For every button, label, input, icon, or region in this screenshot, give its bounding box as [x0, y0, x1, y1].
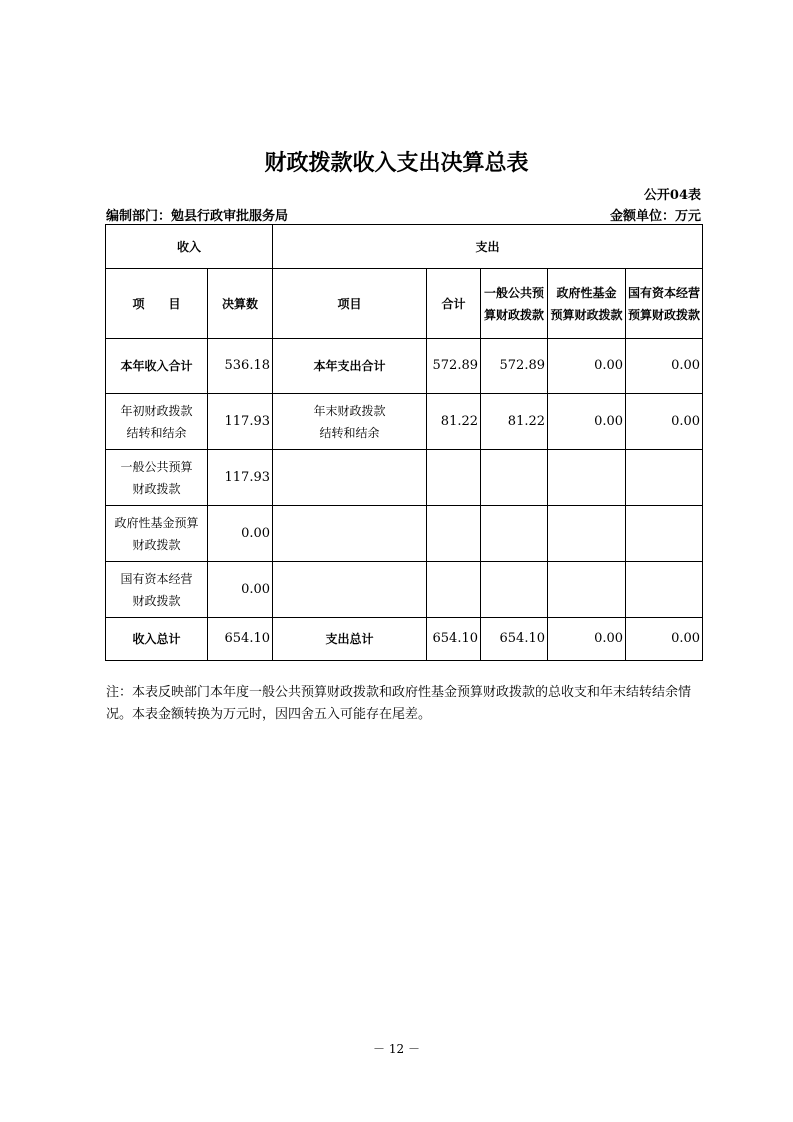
department: 编制部门：勉县行政审批服务局 — [106, 209, 289, 224]
expense-general — [481, 450, 548, 506]
income-value: 0.00 — [208, 562, 273, 618]
page-title: 财政拨款收入支出决算总表 — [264, 150, 529, 176]
page-number: － 12 － — [373, 1042, 420, 1056]
expense-state-capital — [626, 562, 703, 618]
expense-state-capital: 0.00 — [626, 618, 703, 661]
expense-total — [427, 450, 481, 506]
expense-general: 654.10 — [481, 618, 548, 661]
expense-gov-fund: 0.00 — [548, 394, 626, 450]
expense-general: 572.89 — [481, 339, 548, 394]
expense-state-capital — [626, 450, 703, 506]
expense-state-capital — [626, 506, 703, 562]
expense-general: 81.22 — [481, 394, 548, 450]
expense-item — [273, 506, 427, 562]
budget-table — [105, 224, 703, 661]
income-item: 年初财政拨款 结转和结余 — [106, 394, 208, 450]
expense-total — [427, 506, 481, 562]
income-item: 本年收入合计 — [106, 339, 208, 394]
table-row — [106, 506, 703, 562]
table-row — [106, 394, 703, 450]
table-row — [106, 618, 703, 661]
expense-item — [273, 450, 427, 506]
header-expense: 支出 — [273, 225, 703, 269]
expense-item: 支出总计 — [273, 618, 427, 661]
table-row — [106, 339, 703, 394]
income-value: 654.10 — [208, 618, 273, 661]
header-item: 项 目 — [106, 269, 208, 339]
expense-total: 81.22 — [427, 394, 481, 450]
expense-general — [481, 562, 548, 618]
amount-unit: 金额单位：万元 — [609, 209, 701, 224]
table-row — [106, 562, 703, 618]
expense-general — [481, 506, 548, 562]
header-income: 收入 — [106, 225, 273, 269]
header-state-capital: 国有资本经营 预算财政拨款 — [626, 269, 703, 339]
expense-item: 本年支出合计 — [273, 339, 427, 394]
expense-item — [273, 562, 427, 618]
expense-gov-fund — [548, 450, 626, 506]
expense-gov-fund — [548, 506, 626, 562]
header-exp-item: 项目 — [273, 269, 427, 339]
header-total: 合计 — [427, 269, 481, 339]
expense-state-capital: 0.00 — [626, 339, 703, 394]
expense-gov-fund: 0.00 — [548, 339, 626, 394]
expense-total: 572.89 — [427, 339, 481, 394]
expense-total: 654.10 — [427, 618, 481, 661]
income-value: 117.93 — [208, 450, 273, 506]
expense-total — [427, 562, 481, 618]
income-item: 政府性基金预算 财政拨款 — [106, 506, 208, 562]
table-row — [106, 450, 703, 506]
income-item: 收入总计 — [106, 618, 208, 661]
expense-gov-fund — [548, 562, 626, 618]
expense-state-capital: 0.00 — [626, 394, 703, 450]
income-value: 0.00 — [208, 506, 273, 562]
expense-gov-fund: 0.00 — [548, 618, 626, 661]
income-value: 536.18 — [208, 339, 273, 394]
header-general: 一般公共预 算财政拨款 — [481, 269, 548, 339]
expense-item: 年末财政拨款 结转和结余 — [273, 394, 427, 450]
footnote: 注：本表反映部门本年度一般公共预算财政拨款和政府性基金预算财政拨款的总收支和年末结转结余情况。本表金额转换为万元时，因四舍五入可能存在尾差。 — [106, 685, 692, 722]
table-code: 公开04表 — [643, 188, 701, 203]
income-item: 国有资本经营 财政拨款 — [106, 562, 208, 618]
header-gov-fund: 政府性基金 预算财政拨款 — [548, 269, 626, 339]
income-item: 一般公共预算 财政拨款 — [106, 450, 208, 506]
header-amount: 决算数 — [208, 269, 273, 339]
income-value: 117.93 — [208, 394, 273, 450]
